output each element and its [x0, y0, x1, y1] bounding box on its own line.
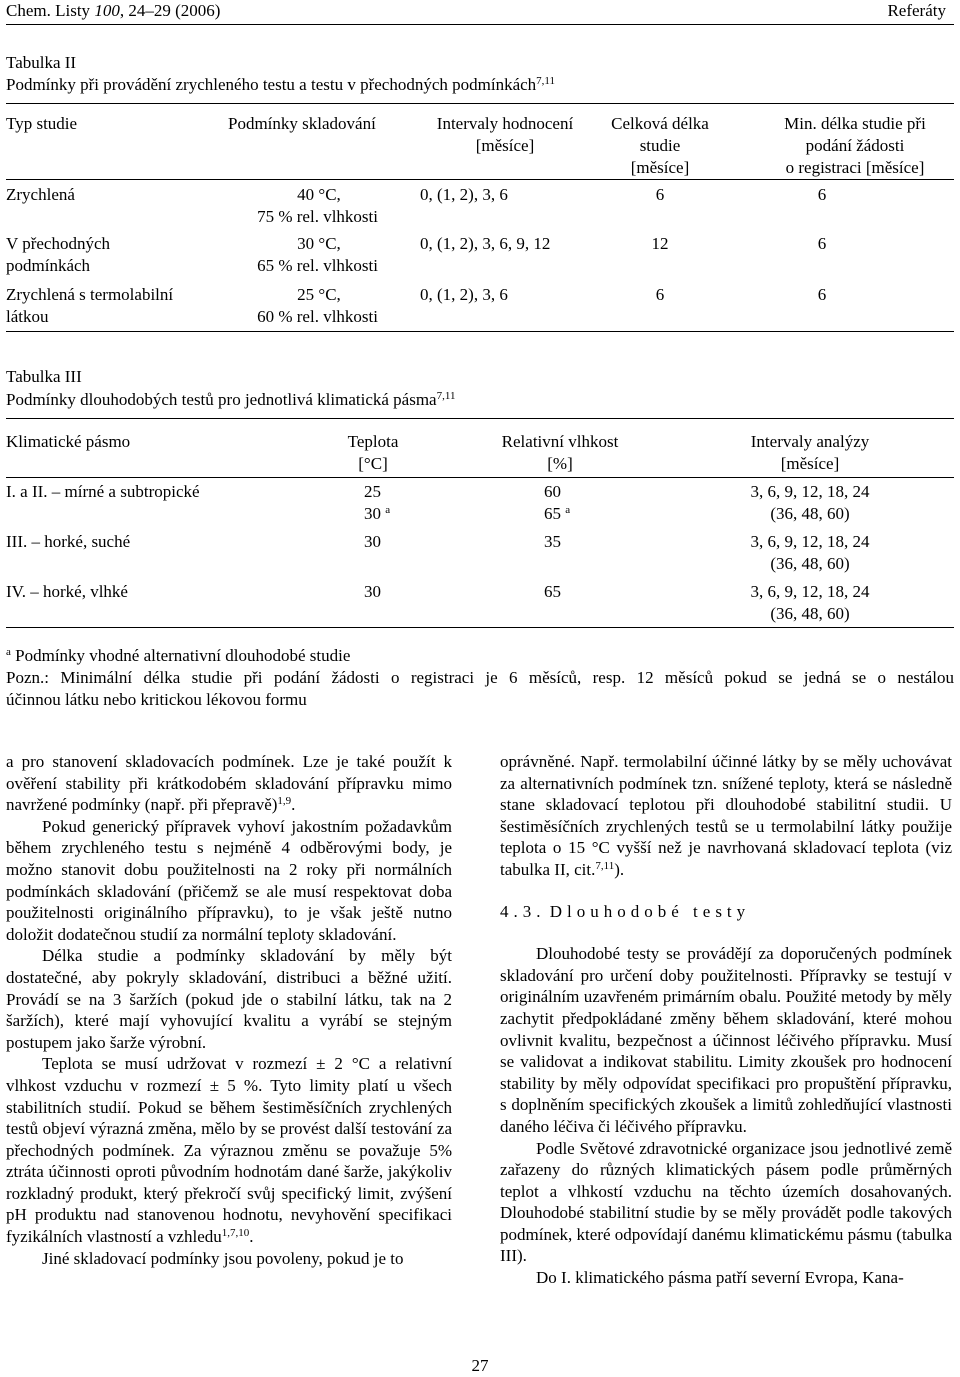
table-3-footnote: $^a$ Podmínky vhodné alternativní dlouhodobé studie	[6, 646, 351, 665]
table-2-bottom-rule	[6, 331, 954, 332]
running-header-section: Referáty	[887, 1, 946, 20]
header-rule	[6, 24, 954, 25]
table-3-caption: Podmínky dlouhodobých testů pro jednotlivá klimatická pásma$^{7,11}$	[6, 390, 456, 409]
table-3-note: Pozn.: Minimální délka studie při podání žádosti o registraci je 6 měsíců, resp. 12 měsíců pokud se jedná se o nestálou	[6, 668, 954, 687]
table-2-header-celkova: Celková délka studie [měsíce]	[611, 114, 709, 177]
table-3-bottom-rule	[6, 627, 954, 628]
left-column-text	[6, 751, 452, 1269]
right-column-text	[500, 751, 952, 1289]
paragraph: Pokud generický přípravek vyhoví jakostním požadavkům během zrychleného testu s nejméně 4 odběrovými body, je možno stanovit dobu použitelnosti na 2 roky při normálních podmínkách skladování (přičemž se ale musí respektovat doba použitelnosti originálního přípravku), to je však ještě nutno doložit dodatečnou studií za normální teploty skladování.	[6, 816, 452, 944]
table-3-header-vlhkost: Relativní vlhkost [%]	[501, 432, 619, 473]
table-3-header-pasmo: Klimatické pásmo	[6, 432, 131, 451]
section-heading: 4.3. Dlouhodobé testy	[500, 901, 751, 921]
paragraph: Podle Světové zdravotnické organizace jsou jednotlivé země zařazeny do různých klimatických pásem podle průměrných teplot a vlhkostí vzduchu na těchto územích dosahovaných. Dlouhodobé stabilitní studie by se měly provádět podle takových podmínek, které odpovídají danému klimatickému pásmu (tabulka III).	[500, 1138, 952, 1266]
page-number: 27	[471, 1356, 489, 1375]
table-3-header-rule	[6, 477, 954, 478]
table-2-header-podminky: Podmínky skladování	[228, 114, 376, 133]
running-header-citation: Chem. Listy 100, 24–29 (2006)	[6, 1, 221, 20]
paragraph: Dlouhodobé testy se provádějí za doporučených podmínek skladování pro určení doby použitelnosti. Přípravky se testují v originálním uzavřeném primárním obalu. Použité metody by měly zachytit předpokládané změny během skladování, které mohou ovlivnit kvalitu, bezpečnost a účinnost léčivého přípravku. Musí se validovat a indikovat stabilitu. Limity zkoušek pro hodnocení stability by měly odpovídat specifikaci pro propuštění přípravku, s doplněním specifických zkoušek a limitů zohledňující vlastnosti daného léčiva či léčivého přípravku.	[500, 944, 952, 1136]
table-3-top-rule	[6, 418, 954, 419]
table-2-label: Tabulka II	[6, 53, 77, 72]
table-2-top-rule	[6, 103, 954, 104]
table-2-header-min: Min. délka studie při podání žádosti o registraci [měsíce]	[784, 114, 926, 177]
table-3-note-cont: účinnou látku nebo kritickou lékovou formu	[6, 690, 307, 709]
paragraph: oprávněné. Např. termolabilní účinné látky by se měly uchovávat za alternativních podmínek tzn. snížené teploty, která se následně stane skladovací teplotou při dlouhodobé stabilitní studii. U šestiměsíčních zrychlených testů se u termolabilní látky použije teplota o 15 °C vyšší než je navrhovaná skladovací teplota (viz tabulka II, cit.$^{7,11}$).	[500, 752, 952, 879]
table-2-caption: Podmínky při provádění zrychleného testu a testu v přechodných podmínkách$^{7,11}$	[6, 75, 556, 94]
table-3-label: Tabulka III	[6, 367, 82, 386]
table-3-header-intervaly: Intervaly analýzy [měsíce]	[750, 432, 870, 473]
paragraph: Do I. klimatického pásma patří severní Evropa, Kana-	[536, 1268, 904, 1288]
paragraph: a pro stanovení skladovacích podmínek. Lze je také použít k ověření stability při krátkodobém skladování přípravku mimo navržené podmínky (např. při přepravě)$^{1,9}$.	[6, 752, 452, 815]
table-3-header-teplota: Teplota [°C]	[347, 432, 399, 473]
table-2-header-rule	[6, 179, 954, 180]
paragraph: Jiné skladovací podmínky jsou povoleny, pokud je to	[42, 1248, 404, 1268]
paragraph: Délka studie a podmínky skladování by měly být dostatečné, aby pokryly skladování, distribuci a běžné užití. Provádí se na 3 šaržích (pokud jde o stabilní látku, tak na 2 šaržích), které mají vyhovující kvalitu a vyrábí se stejným postupem jako šarže výrobní.	[6, 946, 452, 1052]
table-2-header-typ: Typ studie	[6, 114, 78, 133]
table-2-header-intervaly: Intervaly hodnocení [měsíce]	[436, 114, 574, 155]
paragraph: Teplota se musí udržovat v rozmezí ± 2 °C a relativní vlhkost vzduchu v rozmezí ± 5 %. Tyto limity platí u všech stabilitních studií. Pokud se během šestiměsíčních zrychlených testů objeví výrazná změna, mělo by se provést další testování za přechodných podmínek. Za výraznou změnu se považuje 5% ztráta účinnosti oproti původním hodnotám dané šarže, jakýkoliv rozkladný produkt, který překročí svůj specifický limit, zvýšení pH produktu nad stanovenou hodnotu, nevyhovění specifikaci fyzikálních vlastností a vzhledu$^{1,7,10}$.	[6, 1054, 452, 1247]
